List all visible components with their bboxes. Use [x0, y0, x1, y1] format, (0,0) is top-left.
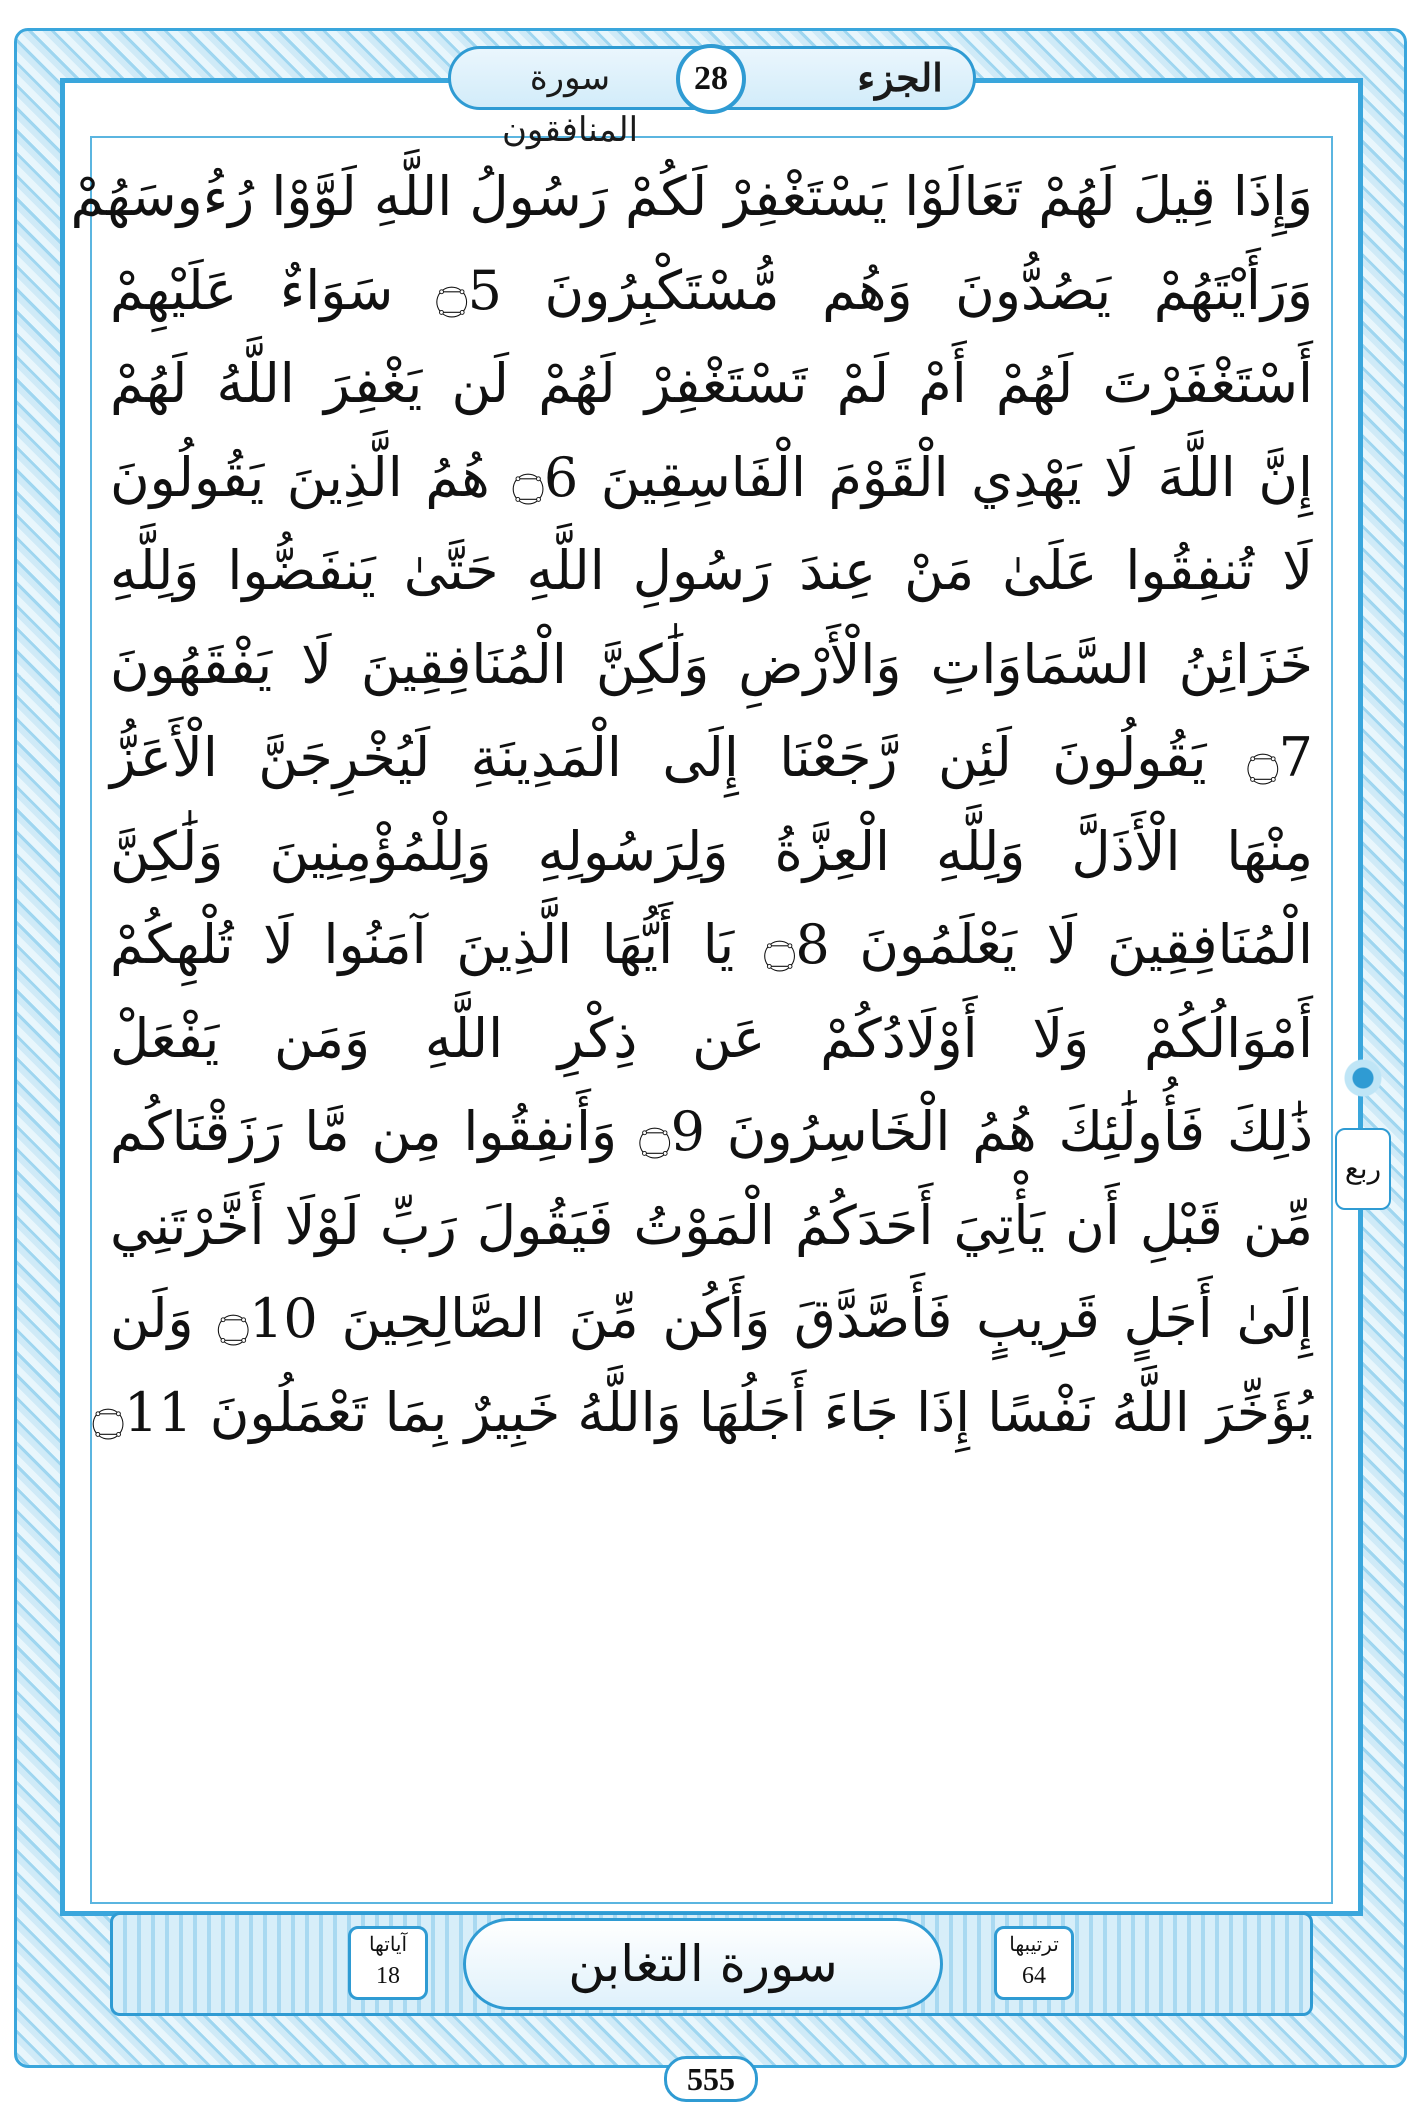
text-line: ذَٰلِكَ فَأُولَٰئِكَ هُمُ الْخَاسِرُونَ ۝9 وَأَنفِقُوا مِن مَّا رَزَقْنَاكُم	[110, 1100, 1313, 1163]
text-line: وَرَأَيْتَهُمْ يَصُدُّونَ وَهُم مُّسْتَكْبِرُونَ ۝5 سَوَاءٌ عَلَيْهِمْ	[110, 258, 1314, 322]
text-line: إِلَىٰ أَجَلٍ قَرِيبٍ فَأَصَّدَّقَ وَأَكُن مِّنَ الصَّالِحِينَ ۝10 وَلَن	[110, 1287, 1313, 1350]
surah-verses-box	[348, 1926, 428, 2000]
text-line: أَمْوَالُكُمْ وَلَا أَوْلَادُكُمْ عَن ذِكْرِ اللَّهِ وَمَن يَفْعَلْ	[110, 1006, 1313, 1070]
text-line: الْمُنَافِقِينَ لَا يَعْلَمُونَ ۝8 يَا أَيُّهَا الَّذِينَ آمَنُوا لَا تُلْهِكُمْ	[110, 913, 1313, 976]
text-line: مِنْهَا الْأَذَلَّ وَلِلَّهِ الْعِزَّةُ وَلِرَسُولِهِ وَلِلْمُؤْمِنِينَ وَلَٰكِنَّ	[110, 819, 1313, 883]
page-number: 555	[664, 2056, 758, 2102]
rub-ornament-icon	[1344, 1050, 1382, 1120]
text-line: إِنَّ اللَّهَ لَا يَهْدِي الْقَوْمَ الْفَاسِقِينَ ۝6 هُمُ الَّذِينَ يَقُولُونَ	[110, 445, 1313, 509]
surah-name-header: سورة المنافقون	[501, 58, 639, 150]
text-line: وَإِذَا قِيلَ لَهُمْ تَعَالَوْا يَسْتَغْفِرْ لَكُمْ رَسُولُ اللَّهِ لَوَّوْا رُءُوسَهُمْ	[70, 165, 1313, 228]
text-line: يُؤَخِّرَ اللَّهُ نَفْسًا إِذَا جَاءَ أَجَلُهَا وَاللَّهُ خَبِيرٌ بِمَا تَعْمَلُونَ ۝11	[92, 1380, 1313, 1444]
juz-label: الجزء	[857, 55, 943, 100]
surah-verses-number: 18	[376, 1963, 400, 1989]
surah-verses-label: آياتها	[368, 1932, 408, 1956]
text-line: أَسْتَغْفَرْتَ لَهُمْ أَمْ لَمْ تَسْتَغْفِرْ لَهُمْ لَن يَغْفِرَ اللَّهُ لَهُمْ	[110, 352, 1313, 415]
text-line: لَا تُنفِقُوا عَلَىٰ مَنْ عِندَ رَسُولِ اللَّهِ حَتَّىٰ يَنفَضُّوا وَلِلَّهِ	[110, 539, 1313, 602]
surah-order-number: 64	[1022, 1963, 1046, 1989]
text-line: مِّن قَبْلِ أَن يَأْتِيَ أَحَدَكُمُ الْمَوْتُ فَيَقُولَ رَبِّ لَوْلَا أَخَّرْتَنِي	[110, 1193, 1313, 1257]
next-surah-title: سورة التغابن	[463, 1918, 943, 2010]
juz-number-badge: 28	[676, 44, 746, 114]
text-line: ۝7 يَقُولُونَ لَئِن رَّجَعْنَا إِلَى الْمَدِينَةِ لَيُخْرِجَنَّ الْأَعَزُّ	[110, 726, 1313, 789]
text-line: خَزَائِنُ السَّمَاوَاتِ وَالْأَرْضِ وَلَٰكِنَّ الْمُنَافِقِينَ لَا يَفْقَهُونَ	[110, 632, 1313, 696]
rub-marker: ربع	[1335, 1128, 1391, 1210]
surah-order-label: ترتيبها	[1009, 1932, 1059, 1956]
surah-order-box	[994, 1926, 1074, 2000]
quran-text	[70, 150, 1314, 1459]
